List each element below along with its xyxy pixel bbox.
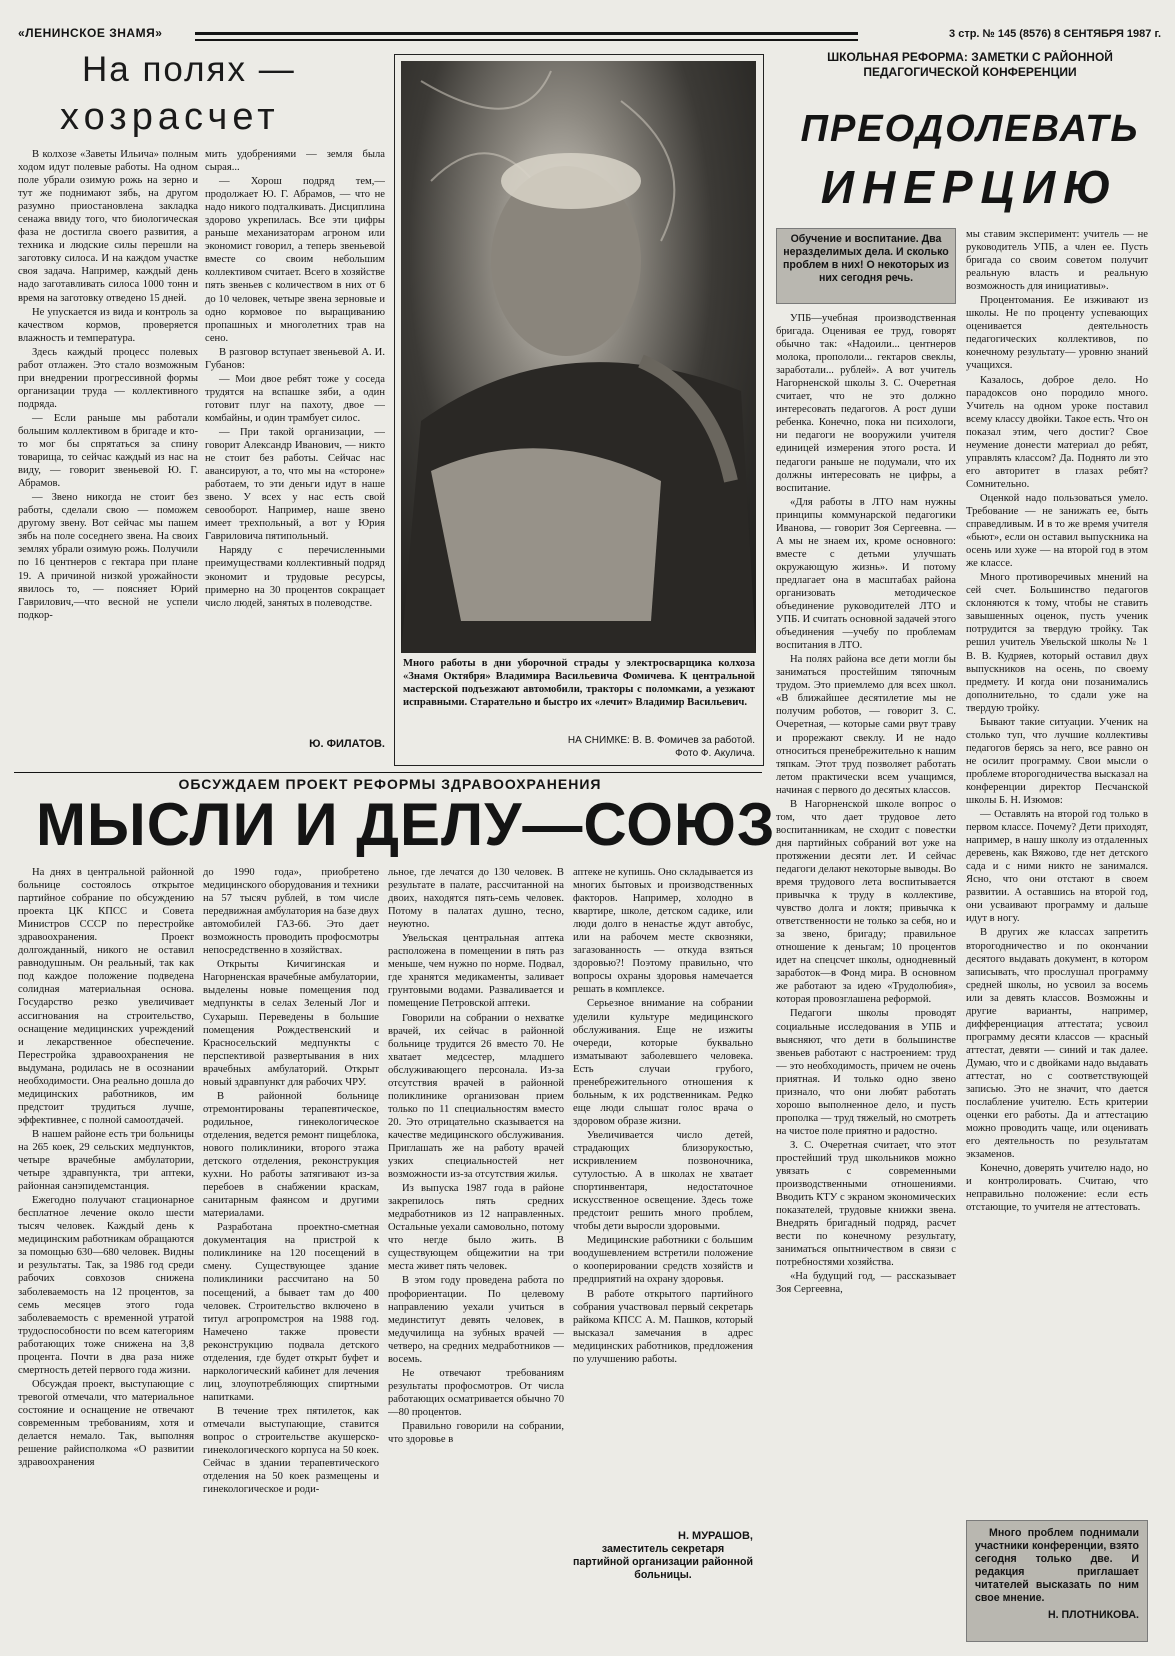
field-column-2: [205, 148, 385, 728]
paragraph: Много противоречивых мнений на сей счет. Большинство педагогов склоняются к тому, чтобы не ставить завышенных оценок, пусть ученик потрудится за твердую тройку. Так решил учитель Увельской школы № 1 В. В. Кудряев, который оставил двух выпускников на осень, по своему предмету. И когда они позанимались дополнительно, то сдали уже на твердую тройку.: [966, 572, 1148, 714]
paragraph: В колхозе «Заветы Ильича» полным ходом идут полевые работы. На одном поле убрали озимую рожь на зерно и тут же поднимают зябь, на другом разумно приостановлена закладка сенажа ввиду того, что биологическая фаза не достигла своего развития, а техника и людские силы перешли на заготовку силоса. И на каждом участке своя задача. Например, каждый день надо заготавливать силоса 1000 тонн и время на заготовку отведено 15 дней.: [18, 149, 198, 304]
health-title: МЫСЛИ И ДЕЛУ—СОЮЗ: [36, 791, 776, 858]
paragraph: Увеличивается число детей, страдающих близорукостью, искривлением позвоночника, сутулостью. А в школах не хватает спортинвентаря, недостаточное искусственное освещение. Здесь тоже предстоит решить много проблем, чтобы дети выросли здоровыми.: [573, 1129, 753, 1233]
paragraph: В других же классах запретить второгодничество и по окончании десятого выдавать документ, в котором записывать, что прослушал программу средней школы, но усвоил за восемь или за девять классов. Возможны и другие варианты, например, дифференциация аттестата; усвоил программу десяти классов — красный аттестат, девяти — синий и так далее. Думаю, что и с двойками надо выдавать аттестат, но с соответствующей записью. Это не значит, что дается послабление учителю. Есть критерии оценки его работы. Да и аттестацию можно проводить чаще, или оценивать его деятельность по результатам экзаменов.: [966, 927, 1148, 1161]
paragraph: В районной больнице отремонтированы терапевтическое, родильное, гинекологическое отделения, ведется ремонт пищеблока, нового поликлиники, второго этажа детского отделения, реконструкция кухни. Но работы затягивают из-за перебоев в снабжении краскам, санитарным фаянсом и другими материалами.: [203, 1090, 379, 1220]
paragraph: Говорили на собрании о нехватке врачей, их сейчас в районной больнице трудится 26 вместо 70. Не хватает медсестер, младшего обслуживающего персонала. Из-за отсутствия врачей в районной поликлинике организован прием только по 11 специальностям вместо 20. Это отрицательно сказывается на качестве медицинского обслуживания. Приглашать же на работу врачей узких специальностей нет возможности из-за отсутствия жилья.: [388, 1012, 564, 1181]
photo-credit-subject: НА СНИМКЕ: В. В. Фомичев за работой.: [567, 735, 755, 746]
health-column-3: [388, 866, 564, 1646]
health-signature-block: [573, 1530, 753, 1582]
health-column-4: [573, 866, 753, 1526]
school-signature: Н. ПЛОТНИКОВА.: [1048, 1609, 1139, 1621]
paragraph: Бывают такие ситуации. Ученик на столько туп, что лучшие коллективы педагогов берясь за него, все равно он не осилит программу. Свои мысли о проблеме второгодничества высказал на конференции директор Песчанской школы Б. Н. Изюмов:: [966, 716, 1148, 807]
health-column-1: [18, 866, 194, 1646]
paragraph: Казалось, доброе дело. Но парадоксов оно породило много. Учитель на одном уроке поставил всему классу двойки. Такое есть. Что он показал этим, чего достиг? Свое неумение донести материал до ребят, управлять классом? Да. Поднято ли это его авторитет в глазах ребят? Сомнительно.: [966, 374, 1148, 490]
field-title-1: На полях —: [82, 50, 296, 89]
paragraph: до 1990 года», приобретено медицинского оборудования и техники на 57 тысяч рублей, в том числе передвижная амбулатория на базе двух автомобилей ГАЗ-66. Это дает возможность проводить профосмотры непосредственно в хозяйствах.: [203, 867, 379, 957]
paragraph: В нашем районе есть три больницы на 265 коек, 29 сельских медпунктов, четыре врачебные амбулатории, четыре здравпункта, три аптеки, районная санэпидемстанция.: [18, 1128, 194, 1193]
health-signature: Н. МУРАШОВ,: [678, 1530, 753, 1542]
paragraph: Наряду с перечисленными преимуществами коллективный подряд экономит и трудовые ресурсы, примерно на 30 процентов сокращает число людей, занятых в полеводстве.: [205, 545, 385, 609]
paragraph: — Звено никогда не стоит без работы, сделали свою — поможем другому звену. Вот сейчас мы пашем зябь на поле соседнего звена. На своих землях убрали озимую рожь. Получили по 16 центнеров с гектара при плане 19. А причиной низкой урожайности явилось то, — поясняет Юрий Гаврилович,—что весной не успели подкор-: [18, 492, 198, 621]
section-rule: [14, 772, 762, 773]
paragraph: — Если раньше мы работали большим коллективом в бригаде и кто-то мог бы спрятаться за спину товарища, то сейчас каждый из нас на виду, — говорит звеньевой Ю. Г. Абрамов.: [18, 412, 198, 490]
paragraph: Не отвечают требованиям результаты профосмотров. От числа работающих осматривается обычно 70—80 процентов.: [388, 1367, 564, 1418]
paragraph: В этом году проведена работа по профориентации. По целевому направлению уехали учиться в мединститут девять человек, в медучилища на зубных врачей —четверо, на средних медработников — восемь.: [388, 1275, 564, 1365]
school-title-2: ИНЕРЦИЮ: [820, 161, 1120, 213]
field-column-1: [18, 148, 198, 753]
school-lead-box: Обучение и воспитание. Два неразделимых дела. И сколько проблем в них! О некоторых из них сегодня речь.: [776, 228, 956, 304]
paragraph: аптеке не купишь. Оно складывается из многих бытовых и производственных факторов. Например, холодно в квартире, школе, детском садике, или люди долго в ненастье ждут автобус, или на рабочем месте сквозняки, загазованность — откуда взяться здоровью?! Поэтому правильно, что вопросы охраны здоровья намечается решать в комплексе.: [573, 867, 753, 996]
paragraph: На полях района все дети могли бы заниматься простейшим тяпочным трудом. Это приемлемо для всех школ. «В ближайшее десятилетие мы не получим роботов, — говорит З. С. Очеретная, — которые сами рвут траву и прорежают свеклу. И не надо относиться пренебрежительно к нашим тяпкам. Этот труд позволяет работать летом практически всем учащимся, начиная с первого до десятых классов.: [776, 654, 956, 796]
paragraph: Правильно говорили на собрании, что здоровье в: [388, 1420, 564, 1446]
paragraph: Медицинские работники с большим воодушевлением встретили положение о кооперировании средств хозяйств и предприятий на охрану здоровья.: [573, 1235, 753, 1286]
paragraph: Здесь каждый процесс полевых работ отлажен. Это стало возможным при внедрении прогрессивной формы организации труда — коллективного подряда.: [18, 346, 198, 410]
masthead-issue: 3 стр. № 145 (8576) 8 СЕНТЯБРЯ 1987 г.: [949, 28, 1161, 40]
paragraph: Из выпуска 1987 года в районе закрепилось пять средних медработников из 12 направленных. Остальные уехали самовольно, потому что негде было жить. В существующем общежитии на три места живет пять человек.: [388, 1183, 564, 1273]
paragraph: Педагоги школы проводят социальные исследования в УПБ и выясняют, что дети в большинстве звеньев работают с настроением: труд — это необходимость, причем не очень приятная. И только одно звено признало, что они любят работать хорошо выполненное дело, и пусть прополка — труд тяжелый, но смотреть на чистое поле приятно и радостно.: [776, 1008, 956, 1137]
paragraph: УПБ—учебная производственная бригада. Оценивая ее труд, говорят обычно так: «Надоили... центнеров молока, пропололи... гектаров свеклы, заработали... рублей». А вот учитель Нагорненской школы З. С. Очеретная считает, что не это должно интересовать педагогов. А рост души ребенка. Конечно, пока ни психологи, ни педагоги не вооружили учителя единицей измерения этого роста. И педагоги раньше не подумали, что их должны интересовать не цифры, а воспитание.: [776, 313, 956, 494]
photo-credit: [403, 734, 755, 760]
paragraph: В работе открытого партийного собрания участвовал первый секретарь райкома КПСС А. М. Пашков, который высказал замечания в адрес медицинских работников, предложения по улучшению работы.: [573, 1288, 753, 1365]
photo-credit-author: Фото Ф. Акулича.: [675, 748, 755, 759]
paragraph: На днях в центральной районной больнице состоялось открытое партийное собрание по обсуждению проекта ЦК КПСС и Совета Министров СССР по перестройке здравоохранения. Проект долгожданный, никого не оставил равнодушным. Он реальный, так как под каждое положение подведена солидная материальная основа. Государство резко увеличивает ассигнования на строительство, оснащение медицинских учреждений и лекарственное обеспечение. Перестройка здравоохранения не выдумана, родилась не в осознании необходимости. Она реально дошла до медицинских работников, им предстоит трудиться лучше, эффективнее, с полной самоотдачей.: [18, 867, 194, 1126]
school-rubric: ШКОЛЬНАЯ РЕФОРМА: ЗАМЕТКИ С РАЙОННОЙ ПЕДАГОГИЧЕСКОЙ КОНФЕРЕНЦИИ: [827, 50, 1113, 79]
masthead-paper: «ЛЕНИНСКОЕ ЗНАМЯ»: [18, 26, 163, 40]
paragraph: «На будущий год, — рассказывает Зоя Сергеевна,: [776, 1271, 956, 1296]
paragraph: льное, где лечатся до 130 человек. В результате в палате, рассчитанной на двоих, находятся пять-семь человек. Потому в палатах душно, тесно, неуютно.: [388, 867, 564, 931]
paragraph: Процентомания. Ее изживают из школы. Не по проценту успевающих оценивается деятельность педагогических коллективов, по конечному результату— уровню знаний учащихся.: [966, 295, 1148, 372]
paragraph: Серьезное внимание на собрании уделили культуре медицинского обслуживания. Еще не изжиты очереди, которые буквально изматывают заболевшего человека. Есть случаи грубого, пренебрежительного отношения к больным, к их родственникам. Редко еще люди слышат голос врача о здоровом образе жизни.: [573, 998, 753, 1127]
paragraph: В разговор вступает звеньевой А. И. Губанов:: [205, 346, 385, 371]
field-signature: Ю. ФИЛАТОВ.: [309, 738, 385, 750]
health-signature-role: заместитель секретаря партийной организации районной больницы.: [573, 1543, 753, 1581]
paragraph: — Хорош подряд тем,— продолжает Ю. Г. Абрамов, — что не надо никого подталкивать. Дисциплина здорово укрепилась. Все эти цифры раньше механизаторам агроном или экономист говорил, а теперь звеньевой вместе со своим небольшим коллективом считает. Всего в хозяйстве пять звеньев с количеством в них от 6 до 10 человек, четыре звена зерновые и одно кормовое по выращиванию пропашных и многолетних трав на сено.: [205, 176, 385, 344]
masthead-rule: [195, 32, 858, 41]
school-closing-text: Много проблем поднимали участники конференции, взято сегодня только две. И редакция приглашает читателей высказать по ним свое мнение.: [975, 1527, 1139, 1604]
paragraph: Конечно, доверять учителю надо, но и контролировать. Считаю, что неправильно положение: если есть отстающие, то учителя не аттестовать.: [966, 1163, 1148, 1214]
welder-photo: [401, 61, 756, 653]
paragraph: В Нагорненской школе вопрос о том, что дает трудовое лето воспитанникам, не сходит с повестки дня партийных собраний вот уже на протяжении десяти лет. И сейчас педагоги делают некоторые выводы. Во время трудового лета воспитывается привычка к труду в коллективе, чувство долга и локтя; привычка к ответственности не только за себя, но и за звено, бригаду; правильное отношение к деньгам; 10 процентов идет на спецсчет школы, однодневный заработок—в Фонд мира. В основном же работают за идею «Трудолюбия», которая провозглашена реформой.: [776, 798, 956, 1006]
school-title-1: ПРЕОДОЛЕВАТЬ: [800, 108, 1140, 150]
paragraph: Увельская центральная аптека расположена в помещении в пять раз меньше, чем нужно по норме. Подвал, где хранятся медикаменты, заливает грунтовыми водами. Разваливается и помещение Петровской аптеки.: [388, 933, 564, 1010]
health-column-2: [203, 866, 379, 1646]
paragraph: «Для работы в ЛТО нам нужны принципы коммунарской педагогики Иванова, — говорит Зоя Сергеевна. — А мы не знаем их, кроме основного: вместе с детьми улучшать окружающую жизнь». И потому предлагает она в масштабах района организовать методическое объединение руководителей ЛТО и УПБ. И считать основной задачей этого объединения —учебу по проблемам воспитания в ЛТО.: [776, 496, 956, 652]
paragraph: Не упускается из вида и контроль за качеством кормов, проверяется влажность и температура.: [18, 306, 198, 344]
paragraph: Ежегодно получают стационарное бесплатное лечение около шести тысяч человек. Каждый день к медицинским работникам обращаются за помощью 630—680 человек. Видны и результаты. Так, за 1986 год среди рабочих совхозов снижена заболеваемость на 12 процентов, за семь месяцев этого года заболеваемость с временной утратой трудоспособности по всем категориям работающих тоже снижена на 3,8 процента. Почти в два раза ниже смертность детей первого года жизни.: [18, 1195, 194, 1376]
paragraph: — Оставлять на второй год только в первом классе. Почему? Дети приходят, например, в нашу школу из отдаленных деревень, как Вяжово, где нет детского сада и с ними никто не занимался. Ясно, что они отстают в своем развитии. А оставшись на второй год, они усваивают программу и дальше идут в ногу.: [966, 809, 1148, 925]
paragraph: Открыты Кичигинская и Нагорненская врачебные амбулатории, выделены новые помещения под медпункты в селах Зеленый Лог и Сухарыш. Переведены в большие помещения Рождественский и Красносельский медпункты с перспективой развертывания в них врачебных амбулаторий. Открыт новый здравпункт для рабочих ЧРУ.: [203, 959, 379, 1088]
paragraph: В течение трех пятилеток, как отмечали выступающие, ставится вопрос о строительстве акушерско-гинекологического корпуса на 50 коек. Сейчас в здании терапевтического отделения на 50 коек размещены и гинекологическое и роди-: [203, 1405, 379, 1496]
photo-caption: Много работы в дни уборочной страды у электросварщика колхоза «Знамя Октября» Владимира Васильевича Фомичева. К центральной мастерской подъезжают автомобили, тракторы с поломками, а уезжают исправными. Старательно и быстро их «лечит» Владимир Васильевич.: [403, 658, 755, 708]
school-closing-box: [966, 1520, 1148, 1642]
paragraph: — При такой организации, — говорит Александр Иванович, — никто не стоит без работы. Сейчас нас авансируют, а то, что мы на «стороне» работаем, то эти деньги идут в наше звено. У всех у нас есть свой севооборот. Например, наше звено имеет трехпольный, а вот у Юрия Гавриловича пятипольный.: [205, 426, 385, 543]
paragraph: мить удобрениями — земля была сырая...: [205, 149, 385, 174]
health-rubric: ОБСУЖДАЕМ ПРОЕКТ РЕФОРМЫ ЗДРАВООХРАНЕНИЯ: [178, 776, 602, 792]
field-title-2: хозрасчет: [60, 96, 280, 138]
paragraph: мы ставим эксперимент: учитель — не руководитель УПБ, а член ее. Пусть бригада со своим советом получит реальную власть и реальную возможность для инициативы».: [966, 229, 1148, 293]
school-column-a: [776, 312, 956, 1642]
welder-photo-illustration: [401, 61, 756, 653]
paragraph: Обсуждая проект, выступающие с тревогой отмечали, что материальное состояние и оснащение не отвечают современным требованиям, хотя и делается немало. Так, выполняя решение райисполкома «О развитии здравоохранения: [18, 1378, 194, 1469]
paragraph: Оценкой надо пользоваться умело. Требование — не занижать ее, быть справедливым. И в то же время учителя «бьют», если он оставил выпускника на осень или хуже — на второй год в этом же классе.: [966, 492, 1148, 570]
paragraph: Разработана проектно-сметная документация на пристрой к поликлинике на 120 посещений в смену. Существующее здание поликлиники рассчитано на 50 посещений, а бывает там до 400 человек. Строительство включено в титул агропромстроя на 1988 год. Намечено также провести реконструкцию подвала детского отделения, где будет открыт буфет и наркологический кабинет для лечения лиц, злоупотребляющих спиртными напитками.: [203, 1222, 379, 1403]
paragraph: — Мои двое ребят тоже у соседа трудятся на вспашке зяби, а один готовит плуг на пахоту, двое — комбайны, и один трамбует силос.: [205, 373, 385, 424]
school-column-b: [966, 228, 1148, 1518]
paragraph: З. С. Очеретная считает, что этот простейший труд школьников можно увязать с современными производственными отношениями. Вводить КТУ с экраном экономических показателей, трудовые книжки звена. Внедрять бригадный подряд, расчет вести по конечному результату, заниматься опытничеством в связи с потребностями хозяйства.: [776, 1139, 956, 1269]
